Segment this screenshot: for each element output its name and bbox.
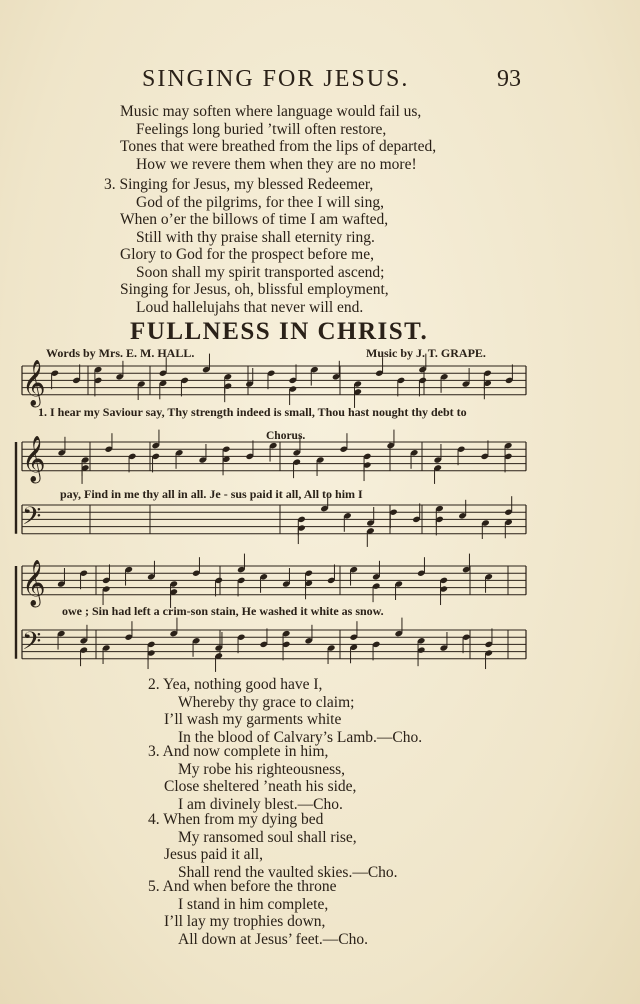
verse-line: Music may soften where language would fail us, [120, 103, 422, 120]
verse-line: All down at Jesus’ feet.—Cho. [178, 930, 368, 948]
verse-line: And when before the throne [162, 878, 337, 895]
verse-line: Singing for Jesus, oh, blissful employment, [120, 281, 389, 298]
stanza-5 [148, 878, 368, 948]
verse-line: Jesus paid it all, [164, 846, 264, 864]
music-credit: Music by J. T. GRAPE. [366, 346, 486, 360]
verse-line: Soon shall my spirit transported ascend; [136, 263, 385, 281]
verse-line: Loud hallelujahs that never will end. [136, 298, 364, 316]
verse-line: 3. Singing for Jesus, my blessed Redeemer, [104, 176, 374, 193]
verse-line: Whereby thy grace to claim; [178, 693, 355, 711]
words-credit: Words by Mrs. E. M. HALL. [46, 346, 195, 360]
verse-line: My ransomed soul shall rise, [178, 828, 357, 846]
verse-line: I’ll wash my garments white [164, 711, 342, 729]
verse-line: Close sheltered ’neath his side, [164, 778, 357, 796]
verse-line: How we revere them when they are no more! [136, 155, 417, 173]
clef-icon: 𝄢 [22, 502, 42, 537]
running-title: SINGING FOR JESUS. [142, 66, 410, 92]
verse-line: When from my dying bed [163, 811, 324, 828]
verse-line: Feelings long buried ’twill often restore, [136, 120, 387, 138]
stanza-number: 4. [148, 811, 160, 828]
lyric-line-system-2: pay, Find in me thy all in all. Je - sus paid it all, All to him I [60, 487, 363, 501]
page-number: 93 [497, 66, 521, 92]
clef-icon: 𝄢 [22, 627, 42, 662]
verse-line: I’ll lay my trophies down, [164, 913, 326, 931]
clef-icon: 𝄞 [22, 560, 46, 606]
clef-icon: 𝄞 [22, 436, 46, 482]
stanza-2 [148, 676, 422, 746]
lyric-line-system-3: owe ; Sin had left a crim-son stain, He washed it white as snow. [62, 604, 384, 618]
hymn-title: FULLNESS IN CHRIST. [130, 318, 429, 345]
stanza-number: 5. [148, 878, 160, 895]
verse-line: Shall rend the vaulted skies.—Cho. [178, 863, 398, 881]
lyric-line-system-1: 1. I hear my Saviour say, Thy strength indeed is small, Thou hast nought thy debt to [38, 405, 467, 419]
verse-line: My robe his righteousness, [178, 760, 346, 778]
stanza-3 [148, 743, 356, 813]
verse-line: And now complete in him, [162, 743, 329, 760]
verse-line: In the blood of Calvary’s Lamb.—Cho. [178, 728, 423, 746]
verse-line: Glory to God for the prospect before me, [120, 246, 374, 263]
verse-line: Tones that were breathed from the lips of departed, [120, 138, 437, 155]
stanza-number: 3. [148, 743, 160, 760]
verse-line: I am divinely blest.—Cho. [178, 795, 343, 813]
stanza-4 [148, 811, 398, 881]
verse-line: I stand in him complete, [178, 895, 329, 913]
verse-line: God of the pilgrims, for thee I will sing, [136, 193, 384, 211]
stanza-number: 2. [148, 676, 160, 693]
verse-line: Still with thy praise shall eternity ring. [136, 228, 375, 246]
clef-icon: 𝄞 [22, 360, 46, 406]
chorus-label: Chorus. [266, 430, 306, 442]
verse-line: Yea, nothing good have I, [162, 676, 323, 693]
verse-line: When o’er the billows of time I am wafted, [120, 211, 389, 228]
